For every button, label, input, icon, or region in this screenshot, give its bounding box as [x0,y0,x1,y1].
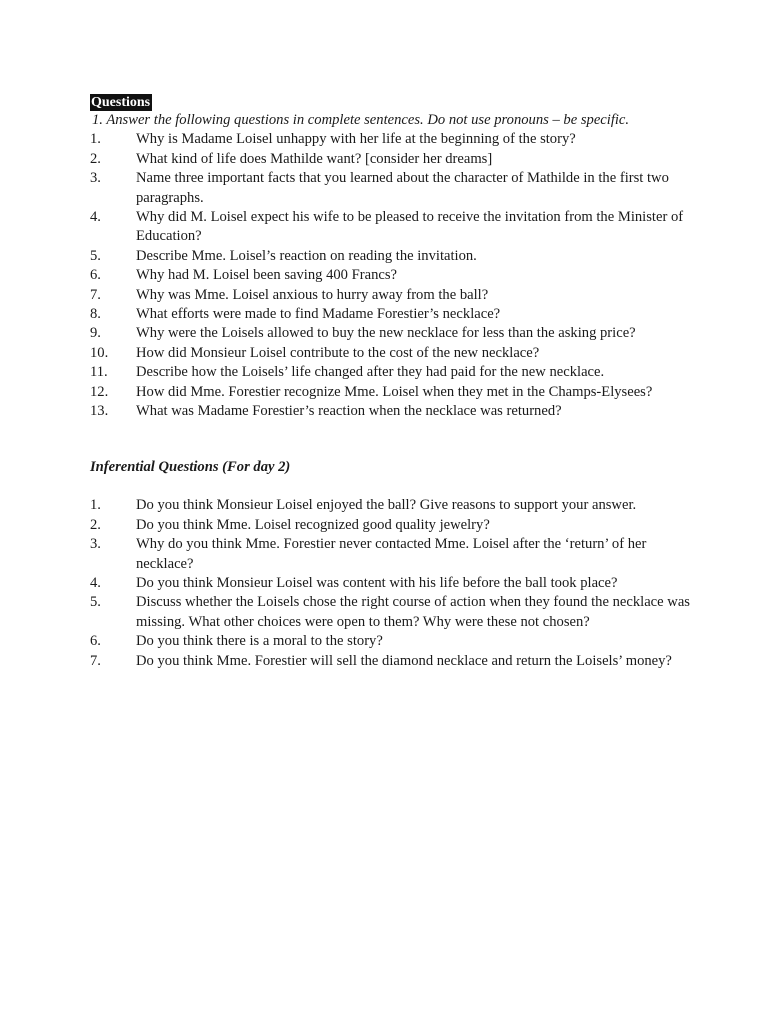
question-number: 1. [90,497,101,514]
question-item [90,324,690,343]
question-item [90,402,690,421]
question-text: Why is Madame Loisel unhappy with her life at the beginning of the story? [136,131,576,148]
question-text: What was Madame Forestier’s reaction when the necklace was returned? [136,403,562,420]
question-item [90,593,690,632]
question-item [90,632,690,651]
question-number: 6. [90,267,101,284]
inferential-heading: Inferential Questions (For day 2) [90,458,291,475]
question-number: 12. [90,383,109,400]
question-text: Why was Mme. Loisel anxious to hurry away from the ball? [136,286,489,303]
question-text: Why were the Loisels allowed to buy the new necklace for less than the asking price? [136,325,636,342]
question-text: Why had M. Loisel been saving 400 Francs? [136,267,398,284]
question-item [90,496,690,515]
question-text: Do you think Mme. Forestier will sell the diamond necklace and return the Loisels’ money? [136,652,672,669]
question-number: 3. [90,170,101,187]
document-page [90,92,690,671]
question-item [90,266,690,285]
question-item [90,169,690,208]
question-text: Do you think there is a moral to the story? [136,633,383,650]
question-item [90,247,690,266]
question-text: How did Monsieur Loisel contribute to the cost of the new necklace? [136,344,540,361]
question-number: 10. [90,344,109,361]
question-item [90,535,690,574]
section-questions [90,92,690,422]
question-number: 3. [90,536,101,553]
question-number: 4. [90,574,101,591]
question-text: What efforts were made to find Madame Forestier’s necklace? [136,306,501,323]
instruction-text: 1. Answer the following questions in complete sentences. Do not use pronouns – be specific. [92,112,630,128]
question-number: 9. [90,325,101,342]
question-number: 11. [90,364,108,381]
question-text: Describe Mme. Loisel’s reaction on reading the invitation. [136,247,477,264]
question-item [90,344,690,363]
question-number: 2. [90,516,101,533]
question-number: 8. [90,306,101,323]
section-inferential [90,458,690,671]
question-number: 7. [90,652,101,669]
question-number: 7. [90,286,101,303]
question-number: 13. [90,403,109,420]
question-item [90,305,690,324]
question-text: Why do you think Mme. Forestier never contacted Mme. Loisel after the ‘return’ of her necklace? [136,536,647,572]
question-text: How did Mme. Forestier recognize Mme. Loisel when they met in the Champs-Elysees? [136,383,653,400]
question-text: Name three important facts that you learned about the character of Mathilde in the first two paragraphs. [136,170,669,206]
question-text: Discuss whether the Loisels chose the right course of action when they found the necklace was missing. What other choices were open to them? Why were these not chosen? [136,594,690,630]
question-item [90,383,690,402]
question-number: 5. [90,247,101,264]
question-item [90,363,690,382]
questions-list [90,130,690,421]
question-text: Do you think Mme. Loisel recognized good quality jewelry? [136,516,490,533]
inferential-questions-list [90,496,690,671]
spacer [90,477,690,496]
question-text: Why did M. Loisel expect his wife to be pleased to receive the invitation from the Minister of Education? [136,209,684,245]
question-text: Do you think Monsieur Loisel enjoyed the ball? Give reasons to support your answer. [136,497,637,514]
questions-heading: Questions [91,95,151,110]
question-item [90,286,690,305]
question-item [90,574,690,593]
question-text: Describe how the Loisels’ life changed after they had paid for the new necklace. [136,364,605,381]
question-item [90,652,690,671]
question-item [90,150,690,169]
question-text: What kind of life does Mathilde want? [consider her dreams] [136,150,493,167]
question-item [90,130,690,149]
question-item [90,208,690,247]
question-text: Do you think Monsieur Loisel was content with his life before the ball took place? [136,574,618,591]
question-number: 5. [90,594,101,611]
question-number: 6. [90,633,101,650]
question-item [90,516,690,535]
question-number: 2. [90,150,101,167]
question-number: 1. [90,131,101,148]
question-number: 4. [90,209,101,226]
